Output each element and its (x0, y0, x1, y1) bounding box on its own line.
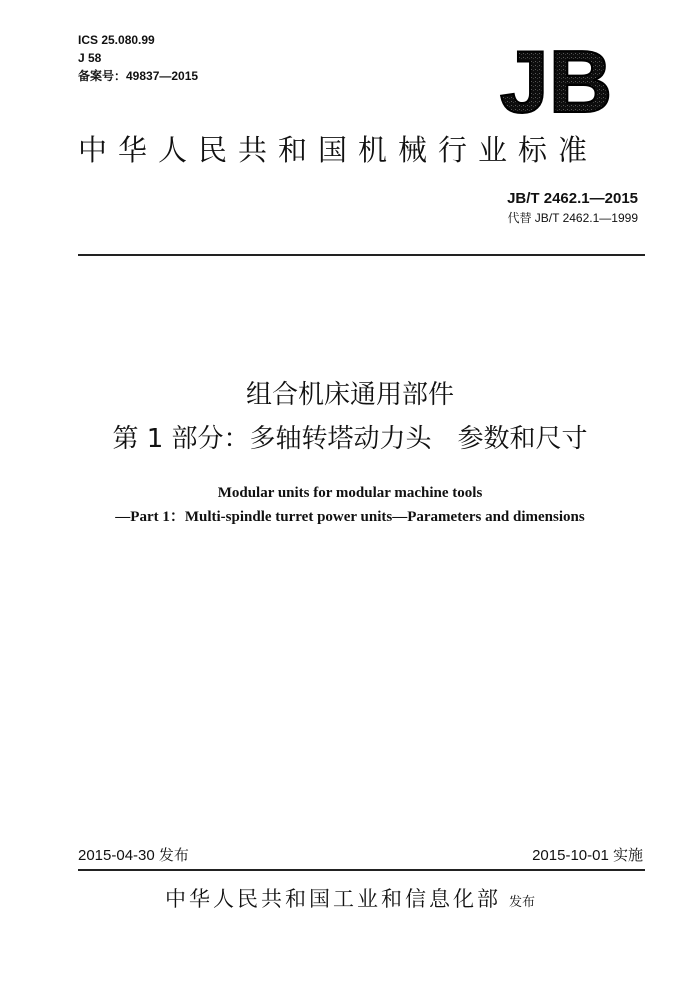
issue-date: 2015-04-30 发布 (78, 847, 189, 864)
publisher-line (0, 884, 700, 918)
logo-text: JB (499, 40, 613, 120)
title-en-main: Modular units for modular machine tools (217, 485, 483, 501)
publisher-name: 中华人民共和国工业和信息化部 (164, 887, 501, 911)
publisher-suffix: 发布 (508, 895, 535, 910)
implementation-date: 2015-10-01 实施 (532, 847, 643, 864)
title-en-part: —Part 1：Multi-spindle turret power units—Parameters and dimensions (115, 509, 585, 525)
classification-code: J 58 (78, 51, 102, 65)
footer-divider (78, 869, 645, 871)
record-number: 备案号：49837—2015 (78, 69, 199, 83)
title-cn-part: 第 1 部分：多轴转塔动力头 参数和尺寸 (112, 424, 588, 454)
header-divider (78, 254, 645, 256)
replaces-standard: 代替 JB/T 2462.1—1999 (507, 211, 638, 225)
issuer-title: 中华人民共和国机械行业标准 (78, 133, 599, 167)
title-cn-main: 组合机床通用部件 (245, 380, 454, 410)
ics-code: ICS 25.080.99 (78, 33, 155, 47)
standard-number: JB/T 2462.1—2015 (507, 190, 638, 207)
jb-logo (498, 40, 614, 120)
